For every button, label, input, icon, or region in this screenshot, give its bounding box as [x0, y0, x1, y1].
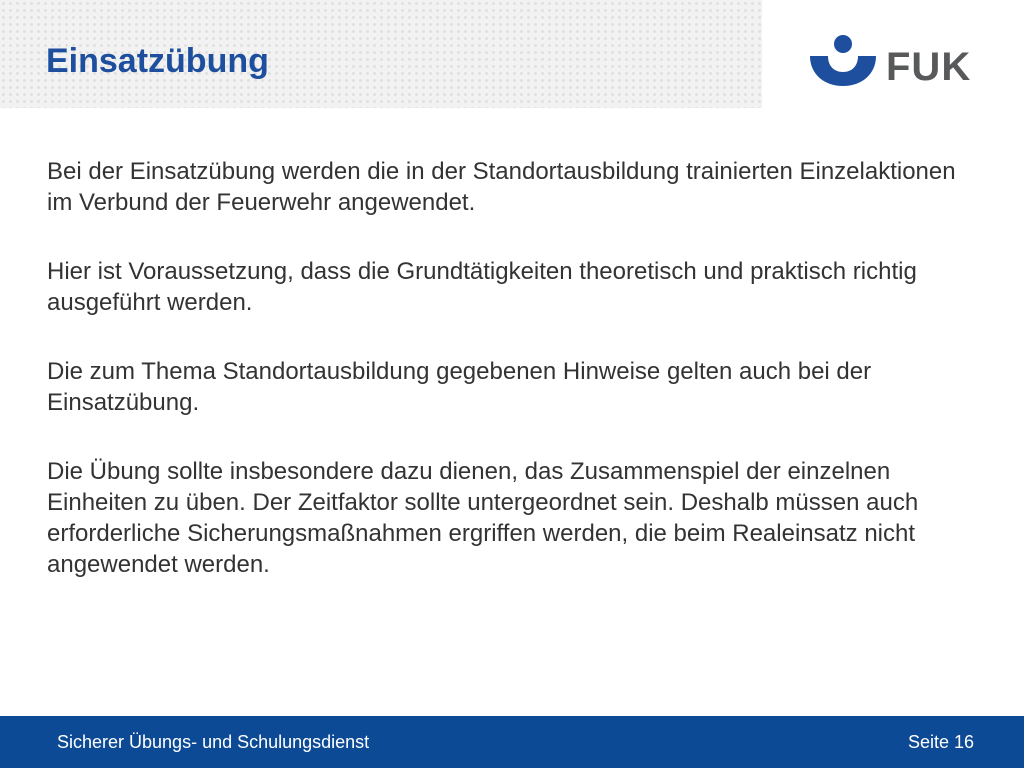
page-number: Seite 16: [907, 732, 974, 752]
content-body: [47, 156, 977, 618]
paragraph: Bei der Einsatzübung werden die in der Standortausbildung trainierten Einzelaktionen im Verbund der Feuerwehr angewendet.: [47, 158, 956, 216]
footer-caption: Sicherer Übungs- und Schulungsdienst: [57, 732, 370, 752]
paragraph: Hier ist Voraussetzung, dass die Grundtätigkeiten theoretisch und praktisch richtig ausgeführt werden.: [47, 258, 917, 316]
paragraph: Die zum Thema Standortausbildung gegebenen Hinweise gelten auch bei der Einsatzübung.: [47, 358, 872, 416]
logo-text: FUK: [886, 45, 972, 89]
paragraph: Die Übung sollte insbesondere dazu dienen, das Zusammenspiel der einzelnen Einheiten zu üben. Der Zeitfaktor sollte untergeordnet sein. Deshalb müssen auch erforderliche Sicherungsmaßnahmen ergriffen werden, die beim Realeinsatz nicht angewendet werden.: [47, 458, 919, 578]
slide-title: Einsatzübung: [46, 42, 269, 80]
fuk-figure-logo-icon: [808, 34, 878, 86]
